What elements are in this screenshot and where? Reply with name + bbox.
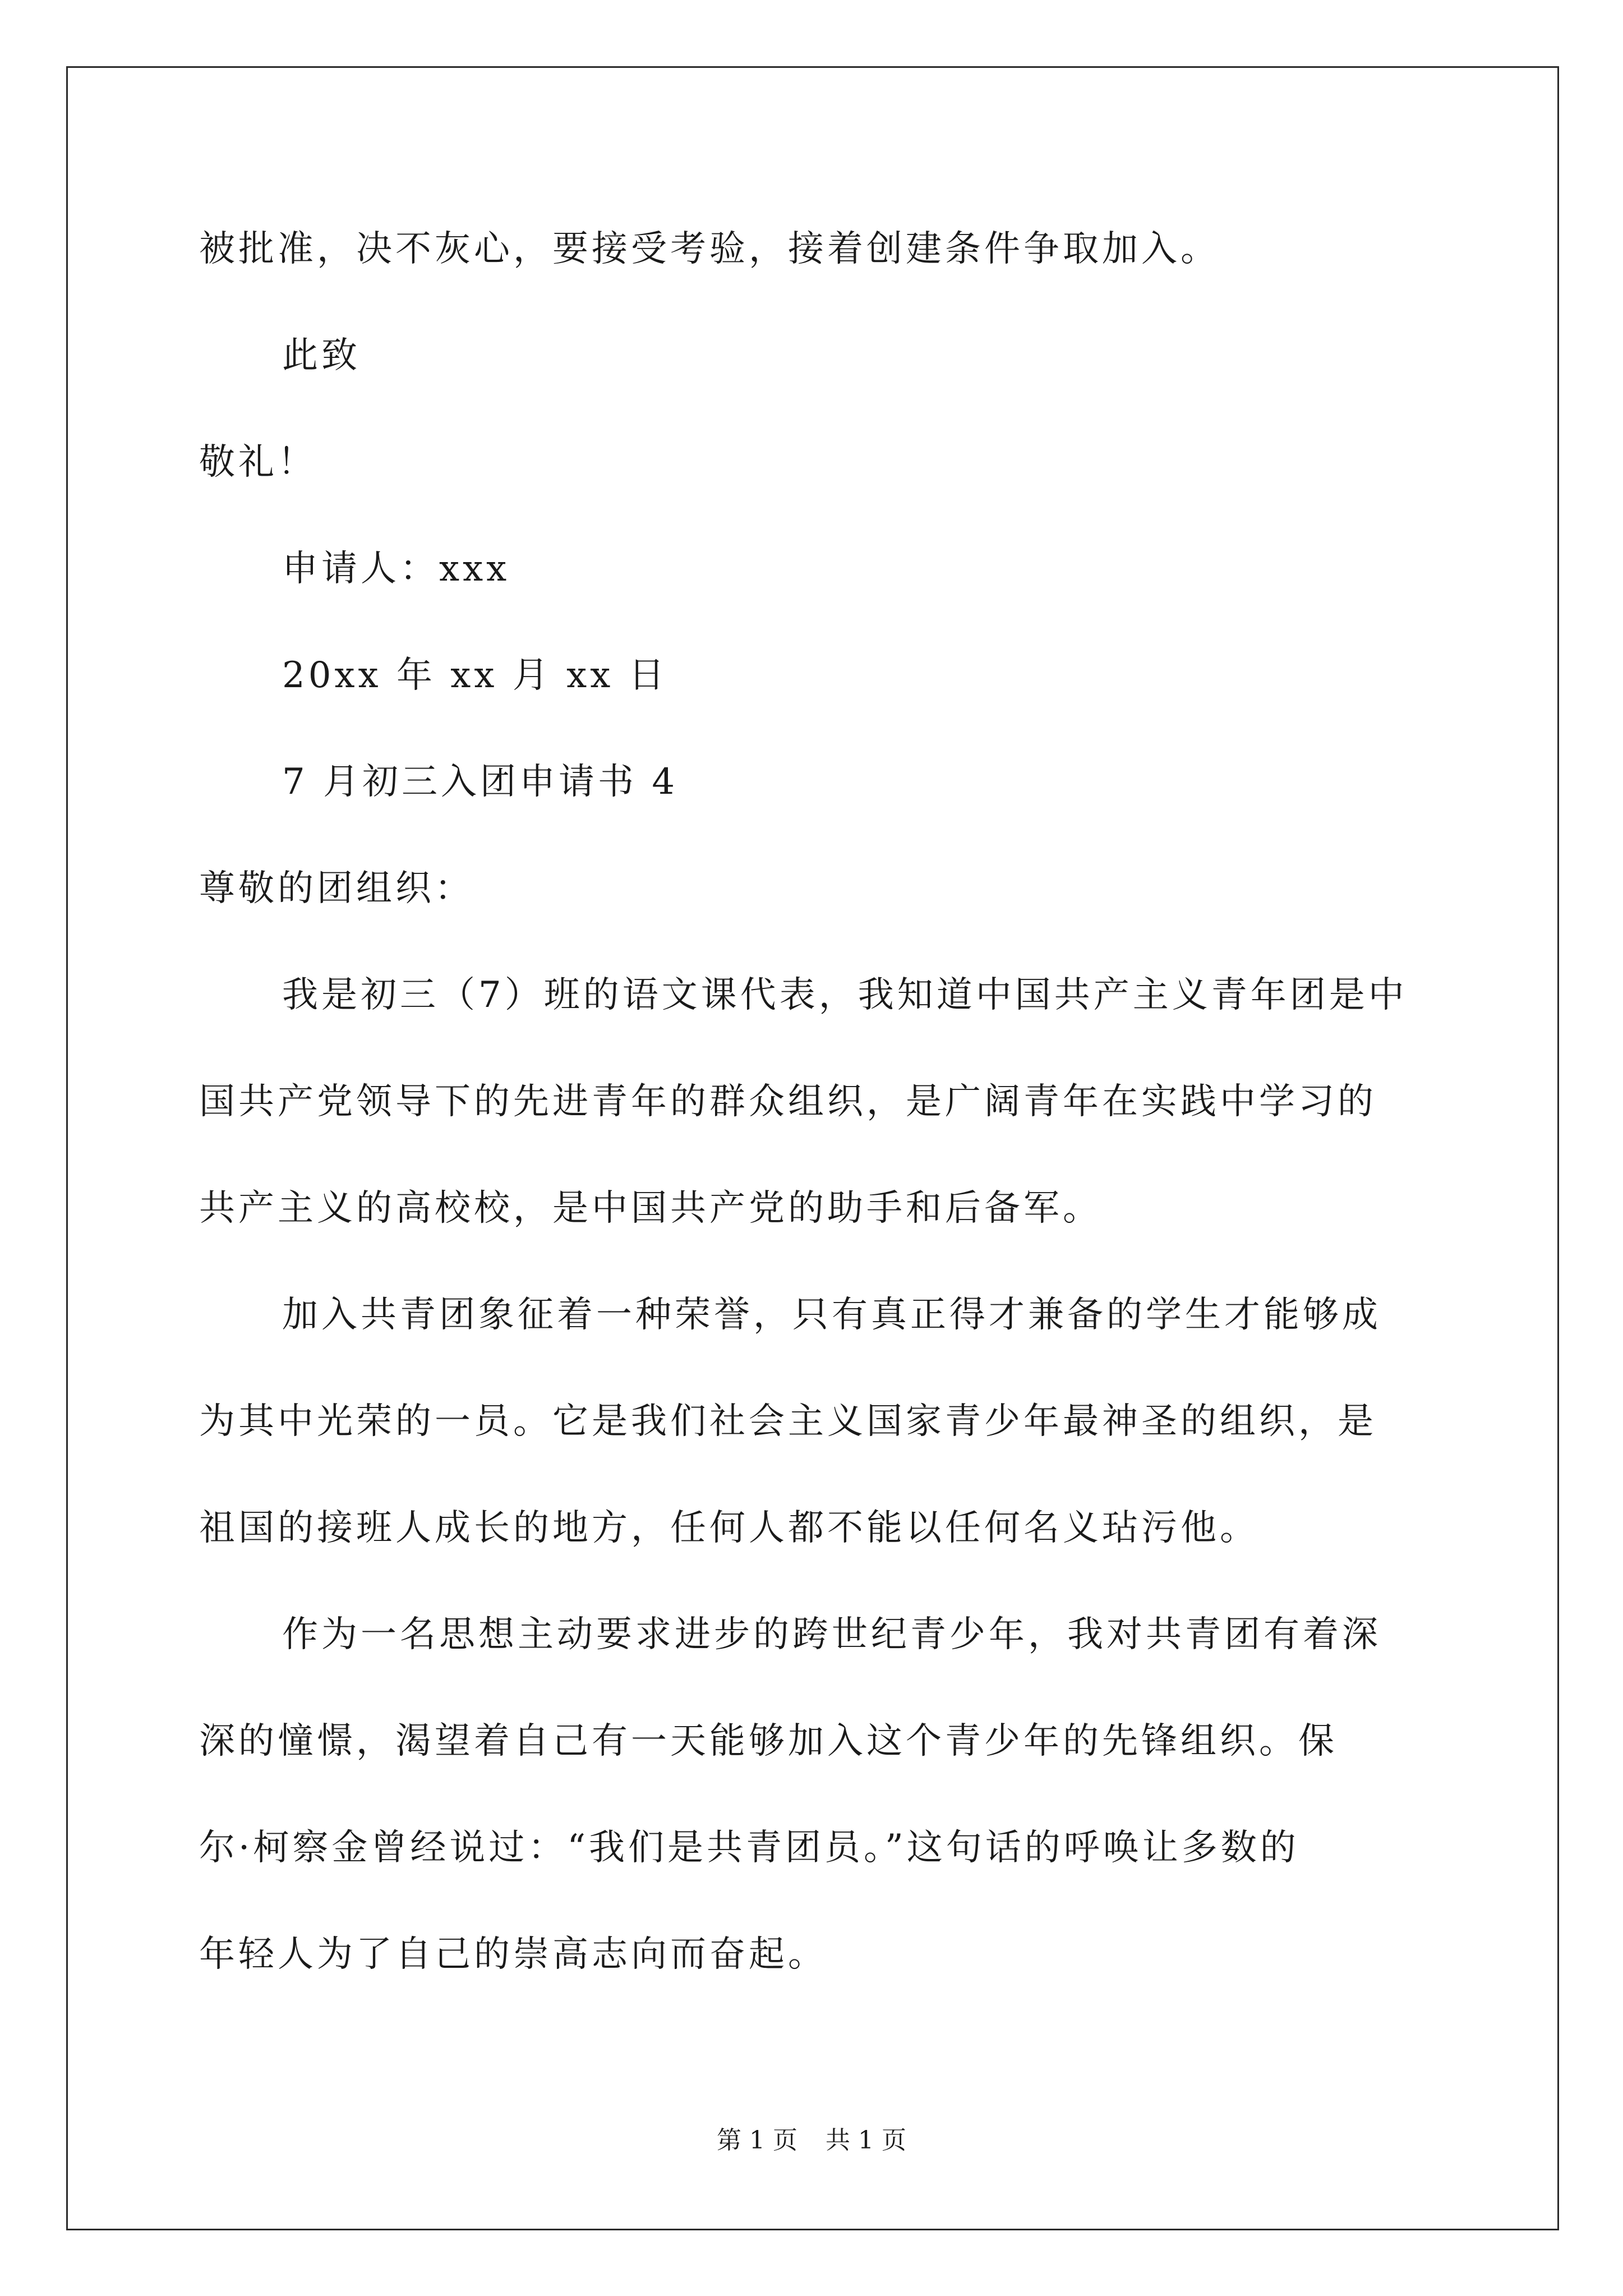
- paragraph-line: 我是初三（7）班的语文课代表，我知道中国共产主义青年团是中: [282, 974, 1408, 1016]
- applicant-signature: 申请人：xxx: [282, 548, 510, 590]
- paragraph-line: 加入共青团象征着一种荣誉，只有真正得才兼备的学生才能够成: [282, 1294, 1381, 1336]
- paragraph-line: 国共产党领导下的先进青年的群众组织，是广阔青年在实践中学习的: [199, 1081, 1377, 1122]
- closing-regards: 敬礼！: [199, 441, 317, 483]
- page-number: 第 1 页: [717, 2126, 797, 2155]
- paragraph-line: 深的憧憬，渴望着自己有一天能够加入这个青少年的先锋组织。保: [199, 1720, 1338, 1762]
- paragraph-line: 年轻人为了自己的崇高志向而奋起。: [199, 1934, 827, 1975]
- paragraph-line: 尔·柯察金曾经说过：“我们是共青团员。”这句话的呼唤让多数的: [199, 1827, 1299, 1869]
- paragraph-line: 共产主义的高校校，是中国共产党的助手和后备军。: [199, 1188, 1102, 1229]
- closing-salutation: 此致: [282, 335, 361, 376]
- section-heading: 7 月初三入团申请书 4: [282, 761, 679, 803]
- paragraph-line: 为其中光荣的一员。它是我们社会主义国家青少年最神圣的组织，是: [199, 1401, 1377, 1442]
- paragraph-line: 祖国的接班人成长的地方，任何人都不能以任何名义玷污他。: [199, 1507, 1259, 1549]
- paragraph-line: 作为一名思想主动要求进步的跨世纪青少年，我对共青团有着深: [282, 1614, 1381, 1655]
- page-border: [66, 66, 1559, 2230]
- letter-greeting: 尊敬的团组织：: [199, 868, 474, 909]
- page-count: 共 1 页: [826, 2126, 906, 2155]
- page-footer: [0, 2124, 1623, 2157]
- signature-date: 20xx 年 xx 月 xx 日: [282, 655, 668, 696]
- paragraph-line: 被批准，决不灰心，要接受考验，接着创建条件争取加入。: [199, 228, 1220, 270]
